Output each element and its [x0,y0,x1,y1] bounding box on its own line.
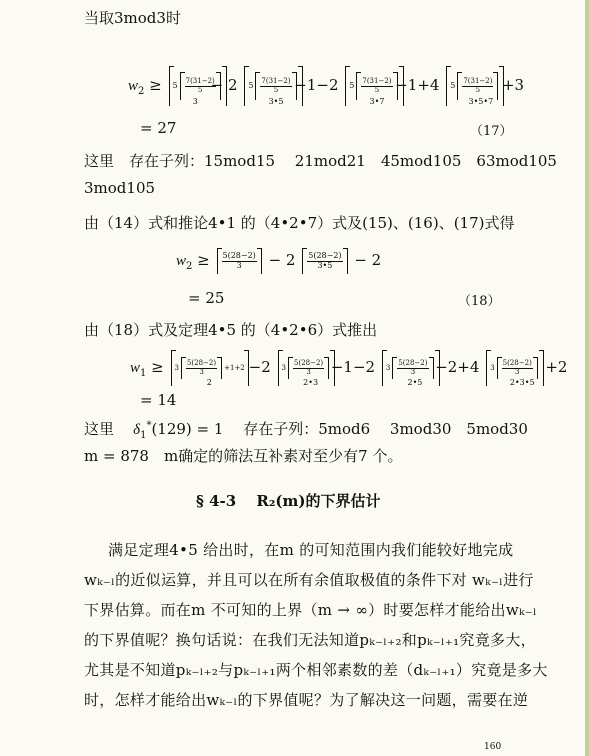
equation-w1-result: = 14 [140,391,177,409]
equation-18-number: （18） [458,294,501,309]
equation-18: $w_2$ ≥ $\frac{5(28-2)}{3}$ − 2 $\frac{5(28-2)}{3•5}$ − 2 [176,246,381,281]
deduction-line-1: 由（14）式和推论4•1 的（4•2•7）式及(15)、(16)、(17)式得 [84,214,515,232]
paragraph-line-1: 满足定理4•5 给出时，在m 的可知范围内我们能较好地完成 [108,541,514,559]
m-line: m = 878 m确定的筛法互补素对至少有7 个。 [84,447,403,465]
paragraph-line-5: 尤其是不知道pₖ₋ₗ₊₂与pₖ₋ₗ₊₁两个相邻素数的差（dₖ₋ₗ₊₁）究竟是多大 [84,661,548,679]
equation-w1: $w_1$ ≥ 3 $\frac{5(28-2)}{3}$ +1+2 $_2$ −2 3 $\frac{5(28-2)}{3}$ $_{2•3}$ −1−2 3 $\frac{5(28-2)}{3}$ $_{2•5}$ −2+4 3 $\frac{5(28-2)}{3}$ $_{2•3•5}$ +2 [130,350,567,389]
page-number: 160 [484,742,502,752]
page-edge-bar [585,0,589,756]
equation-17-result: = 27 [140,119,177,137]
subsequence-line-1: 这里 存在子列：15mod15 21mod21 45mod105 63mod105 [84,152,557,170]
intro-line: 当取3mod3时 [84,9,181,27]
here-line-2: 这里 $\delta_1^*(129) = 1$ 存在子列：5mod6 3mod30 5mod30 [84,420,528,441]
subsequence-line-1b: 3mod105 [84,179,156,197]
equation-17-number: （17） [470,124,513,139]
paragraph-line-2: wₖ₋ₗ的近似运算，并且可以在所有余值取极值的条件下对 wₖ₋ₗ进行 [84,571,534,589]
deduction-line-2: 由（18）式及定理4•5 的（4•2•6）式推出 [84,321,378,339]
paragraph-line-4: 的下界值呢？换句话说：在我们无法知道pₖ₋ₗ₊₂和pₖ₋ₗ₊₁究竟多大， [84,631,536,649]
paragraph-line-6: 时，怎样才能给出wₖ₋ₗ的下界值呢？为了解决这一问题，需要在逆 [84,691,529,709]
equation-17: $w_2$ ≥ 5 $\frac{7(31-2)}{5}$ $_3$ − 2 5 $\frac{7(31-2)}{5}$ $_{3•5}$ −1−2 5 $\frac{7(31-2)}{5}$ $_{3•7}$ −1+4 5 $\frac{7(31-2)}{5}$ $_{3•5•7}$ +3 [128,66,524,107]
equation-18-result: = 25 [188,289,225,307]
paragraph-line-3: 下界估算。而在m 不可知的上界（m → ∞）时要怎样才能给出wₖ₋ₗ [84,601,537,619]
section-title: § 4-3 R₂(m)的下界估计 [196,492,381,510]
eq17-d3: 3 [192,97,198,106]
